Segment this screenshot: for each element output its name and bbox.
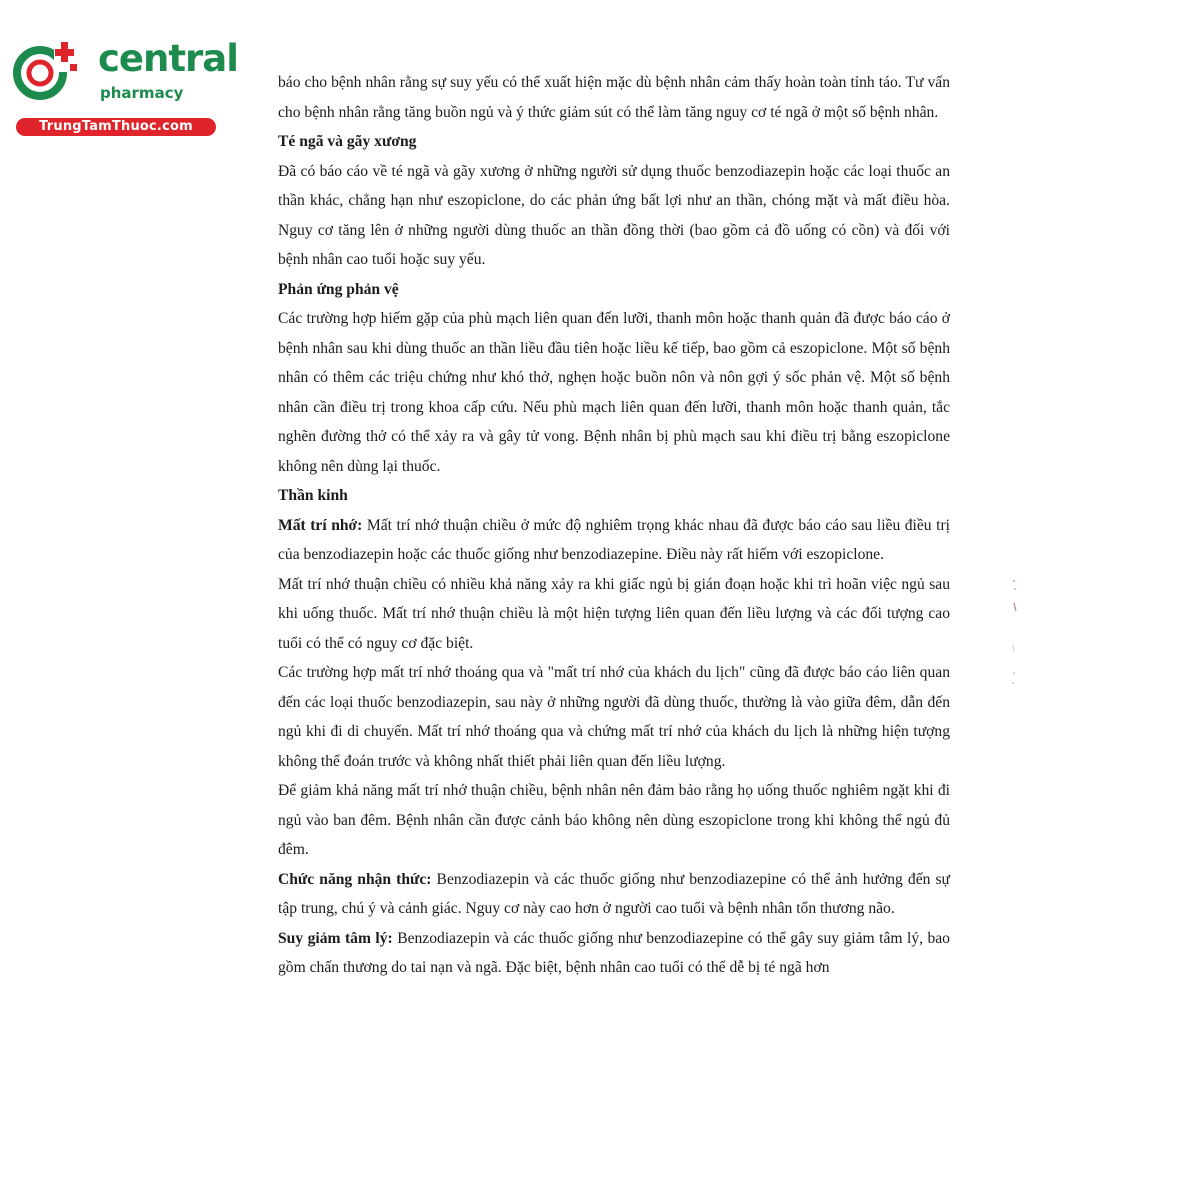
logo-name: central [98,37,238,80]
paragraph: Đã có báo cáo về té ngã và gãy xương ở những người sử dụng thuốc benzodiazepin hoặc các loại thuốc an thần khác, chẳng hạn như eszopiclone, do các phản ứng bất lợi như an thần, chóng mặt và mất điều hòa. Nguy cơ tăng lên ở những người dùng thuốc an thần đồng thời (bao gồm cả đồ uống có cồn) và đối với bệnh nhân cao tuổi hoặc suy yếu. [278,162,950,268]
paragraph [278,924,950,983]
paragraph [278,511,950,570]
term-psychomotor-impairment: Suy giảm tâm lý: [278,929,393,947]
document-body [278,68,950,983]
logo-url-badge: TrungTamThuoc.com [16,118,216,136]
logo-subtitle: pharmacy [100,84,184,102]
pharmacy-cross-icon [10,40,80,102]
paragraph [278,865,950,924]
term-cognitive-function: Chức năng nhận thức: [278,870,432,888]
section-heading-anaphylaxis: Phản ứng phản vệ [278,280,399,298]
paragraph: Để giảm khả năng mất trí nhớ thuận chiều, bệnh nhân nên đảm bảo rằng họ uống thuốc nghiêm ngặt khi đi ngủ vào ban đêm. Bệnh nhân cần được cảnh báo không nên dùng eszopiclone trong khi không thể ngủ đủ đêm. [278,782,950,858]
paragraph-text: Mất trí nhớ thuận chiều ở mức độ nghiêm trọng khác nhau đã được báo cáo sau liều điều trị của benzodiazepin hoặc các thuốc giống như benzodiazepine. Điều này rất hiếm với eszopiclone. [278,516,950,563]
paragraph: Mất trí nhớ thuận chiều có nhiều khả năng xảy ra khi giấc ngủ bị gián đoạn hoặc khi trì hoãn việc ngủ sau khi uống thuốc. Mất trí nhớ thuận chiều là một hiện tượng liên quan đến liều lượng và các đối tượng cao tuổi có thể có nguy cơ đặc biệt. [278,575,950,652]
paragraph: Các trường hợp hiếm gặp của phù mạch liên quan đến lưỡi, thanh môn hoặc thanh quản đã được báo cáo ở bệnh nhân sau khi dùng thuốc an thần liều đầu tiên hoặc liều kế tiếp, bao gồm cả eszopiclone. Một số bệnh nhân có thêm các triệu chứng như khó thở, nghẹn hoặc buồn nôn và nôn gợi ý sốc phản vệ. Một số bệnh nhân cần điều trị trong khoa cấp cứu. Nếu phù mạch liên quan đến lưỡi, thanh môn hoặc thanh quản, tắc nghẽn đường thở có thể xảy ra và gây tử vong. Bệnh nhân bị phù mạch sau khi điều trị bằng eszopiclone không nên dùng lại thuốc. [278,310,950,475]
scan-artifact [1008,575,1022,695]
section-heading-falls-fractures: Té ngã và gãy xương [278,133,417,150]
term-amnesia: Mất trí nhớ: [278,516,363,534]
paragraph: báo cho bệnh nhân rằng sự suy yếu có thể xuất hiện mặc dù bệnh nhân cảm thấy hoàn toàn tỉnh táo. Tư vấn cho bệnh nhân rằng tăng buồn ngủ và ý thức giảm sút có thể làm tăng nguy cơ té ngã ở một số bệnh nhân. [278,74,950,121]
section-heading-neurology: Thần kinh [278,487,348,504]
paragraph-text: Benzodiazepin và các thuốc giống như benzodiazepine có thể gây suy giảm tâm lý, bao gồm chấn thương do tai nạn và ngã. Đặc biệt, bệnh nhân cao tuổi có thể dễ bị té ngã hơn [278,929,950,976]
paragraph-text: Benzodiazepin và các thuốc giống như benzodiazepine có thể ảnh hưởng đến sự tập trung, chú ý và cảnh giác. Nguy cơ này cao hơn ở người cao tuổi và bệnh nhân tổn thương não. [278,870,950,917]
paragraph: Các trường hợp mất trí nhớ thoáng qua và "mất trí nhớ của khách du lịch" cũng đã được báo cáo liên quan đến các loại thuốc benzodiazepin, sau này ở những người đã dùng thuốc, thường là vào giữa đêm, dẫn đến ngủ khi đi di chuyển. Mất trí nhớ thoáng qua và chứng mất trí nhớ của khách du lịch là những hiện tượng không thể đoán trước và không nhất thiết phải liên quan đến liều lượng. [278,664,950,770]
central-pharmacy-logo[interactable] [10,37,238,138]
